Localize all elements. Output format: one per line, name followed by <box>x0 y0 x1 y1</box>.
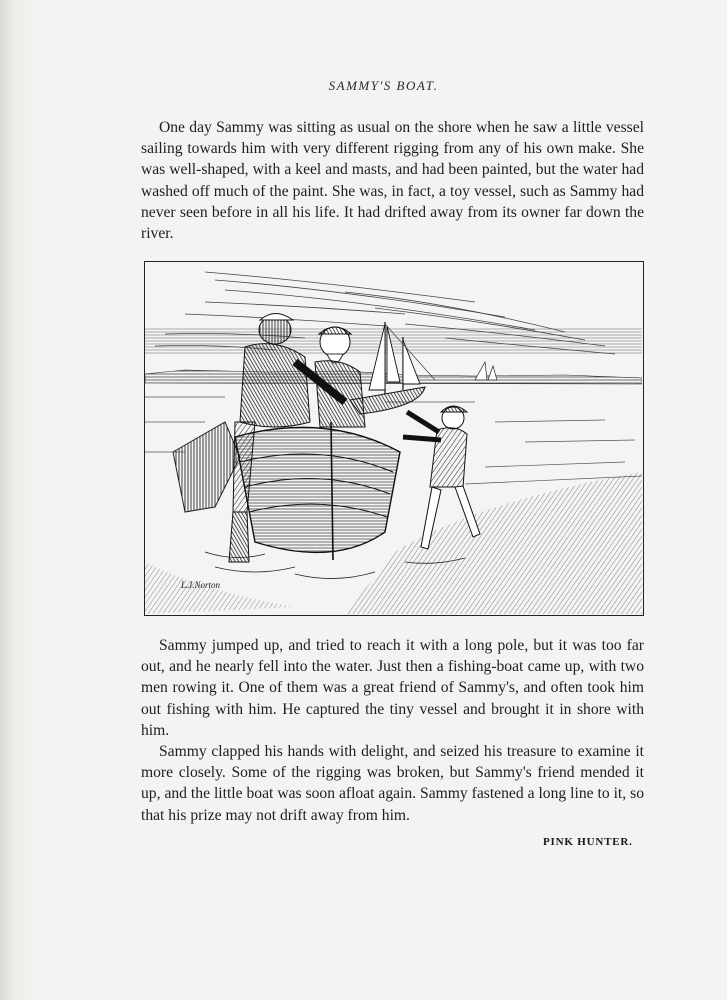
bottom-text-block <box>141 635 644 826</box>
distant-sailboat <box>475 362 497 380</box>
artist-signature: L.J.Norton <box>181 580 221 590</box>
fishing-net <box>173 422 240 512</box>
top-text-block <box>141 117 644 244</box>
horizon-haze <box>145 328 642 354</box>
paragraph: Sammy jumped up, and tried to reach it with a long pole, but it was too far out, and he nearly fell into the water. Just then a fishing-boat came up, with two men rowing it. One of them was a great friend of Sammy's, and often took him out fishing with him. He captured the tiny vessel and brought it in shore with him. <box>141 637 644 739</box>
running-head: SAMMY'S BOAT. <box>328 78 439 93</box>
illustration <box>144 261 644 616</box>
paragraph: Sammy clapped his hands with delight, and seized his treasure to examine it more closely. Some of the rigging was broken, but Sammy's friend mended it up, and the little boat was soon afloat again. Sammy fastened a long line to it, so that his prize may not drift away from him. <box>141 743 644 824</box>
author-signature: PINK HUNTER. <box>543 836 633 848</box>
engraving-illustration <box>145 262 642 614</box>
paragraph: One day Sammy was sitting as usual on the shore when he saw a little vessel sailing towards him with very different rigging from any of his own make. She was well-shaped, with a keel and masts, and had been painted, but the water had washed off much of the paint. She was, in fact, a toy vessel, such as Sammy had never seen before in all his life. It had drifted away from its owner far down the river. <box>141 119 644 243</box>
fishing-boat <box>235 427 400 552</box>
